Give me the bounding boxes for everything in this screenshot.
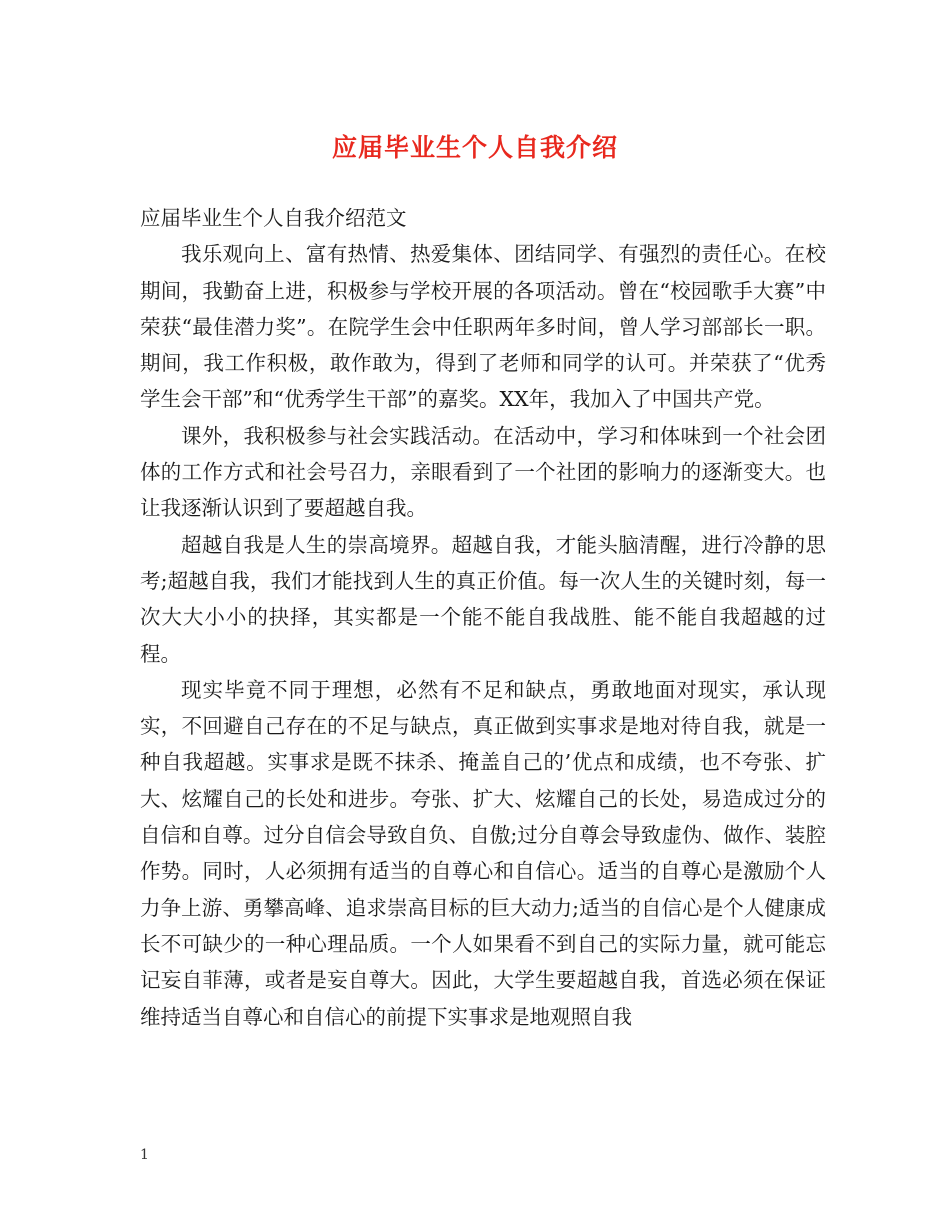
paragraph-1: 我乐观向上、富有热情、热爱集体、团结同学、有强烈的责任心。在校期间，我勤奋上进，积极参与学校开展的各项活动。曾在“校园歌手大赛”中荣获“最佳潜力奖”。在院学生会中任职两年多时间，曾人学习部部长一职。期间，我工作积极，敢作敢为，得到了老师和同学的认可。并荣获了“优秀学生会干部”和“优秀学生干部”的嘉奖。XX年，我加入了中国共产党。 (140, 242, 826, 412)
page-number: 1 (140, 1147, 149, 1163)
document-subtitle: 应届毕业生个人自我介绍范文 (140, 206, 407, 230)
paragraph-2: 课外，我积极参与社会实践活动。在活动中，学习和体味到一个社会团体的工作方式和社会号召力，亲眼看到了一个社团的影响力的逐渐变大。也让我逐渐认识到了要超越自我。 (140, 423, 826, 521)
document-body (140, 200, 826, 1035)
paragraph-3: 超越自我是人生的崇高境界。超越自我，才能头脑清醒，进行冷静的思考;超越自我，我们才能找到人生的真正价值。每一次人生的关键时刻，每一次大大小小的抉择，其实都是一个能不能自我战胜、能不能自我超越的过程。 (140, 532, 826, 666)
paragraph-4: 现实毕竟不同于理想，必然有不足和缺点，勇敢地面对现实，承认现实，不回避自己存在的不足与缺点，真正做到实事求是地对待自我，就是一种自我超越。实事求是既不抹杀、掩盖自己的’优点和成绩，也不夸张、扩大、炫耀自己的长处和进步。夸张、扩大、炫耀自己的长处，易造成过分的自信和自尊。过分自信会导致自负、自傲;过分自尊会导致虚伪、做作、装腔作势。同时，人必须拥有适当的自尊心和自信心。适当的自尊心是激励个人力争上游、勇攀高峰、追求崇高目标的巨大动力;适当的自信心是个人健康成长不可缺少的一种心理品质。一个人如果看不到自己的实际力量，就可能忘记妄自菲薄，或者是妄自尊大。因此，大学生要超越自我，首选必须在保证维持适当自尊心和自信心的前提下实事求是地观照自我 (140, 677, 826, 1029)
document-title: 应届毕业生个人自我介绍 (331, 133, 618, 162)
